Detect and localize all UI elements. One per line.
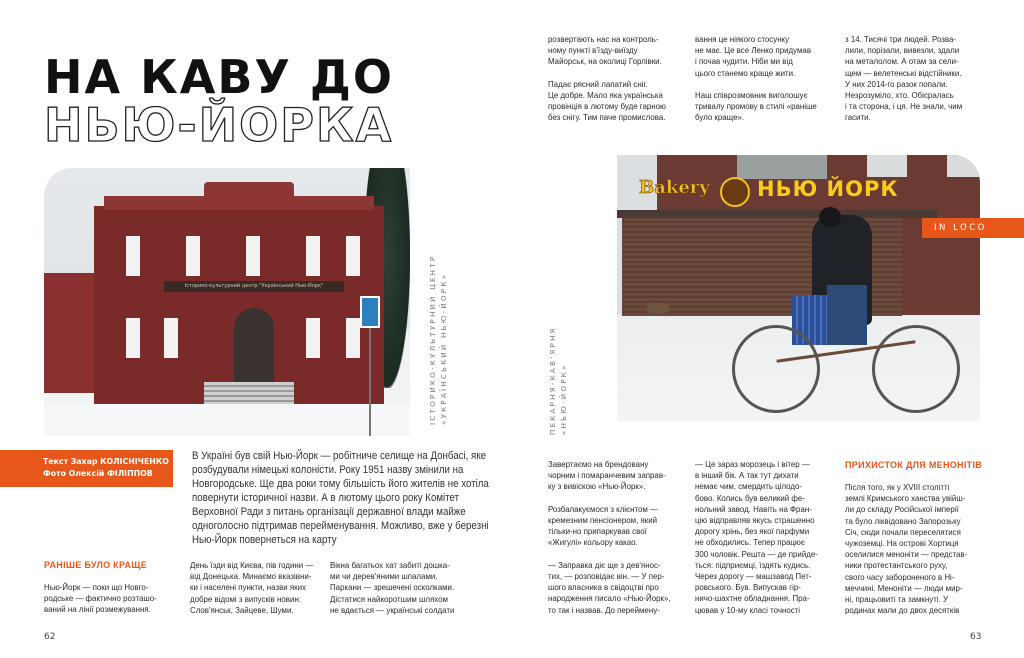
- bakery-name-sign: НЬЮ ЙОРК: [757, 177, 899, 201]
- bakery-logo-icon: [720, 177, 750, 207]
- byline-photo-author: Фото Олексій ФІЛІППОВ: [43, 469, 153, 478]
- bakery-sign: Bakery: [639, 177, 710, 198]
- photo-cultural-center: [44, 168, 410, 436]
- left-column-1: [44, 582, 157, 627]
- paragraph: розвертають нас на контроль- ному пункті в'їзду-виїзду Майорськ, на околиці Горлівки.: [548, 34, 662, 67]
- right-top-column-1: [548, 34, 666, 135]
- photo-bakery: [617, 155, 980, 421]
- paragraph: Розбалакуємося з клієнтом — кремезним пенсіонером, який тільки-но припаркував свої «Жигулі» кольору какао.: [548, 503, 658, 548]
- right-bottom-column-2: [695, 459, 818, 627]
- photo1-caption: ІСТОРИКО-КУЛЬТУРНИЙ ЦЕНТР «УКРАЇНСЬКИЙ НЬЮ-ЙОРК»: [429, 254, 448, 425]
- article-title-line2: НЬЮ-ЙОРКА: [44, 98, 394, 152]
- left-column-3: [330, 560, 454, 627]
- paragraph: — Це зараз морозець і вітер — в інший бік. А так тут дихати немає чим, смердить цілодо- бово. Колись був великий фе- нольний завод. Навіть на Фран- цію відправляв якусь страшенно дорогу хрінь, без якої парфуми не обходились. Тепер працює 300 чоловік. Решта — де прийде- ться: підприємці, їздять кудись. Через дорогу — машзавод Пет- ровського. Був. Випускав гір- ничо-шахтне обладнання. Пра- цював у 10-му класі точності: [695, 459, 818, 615]
- paragraph: Нью-Йорк — поки що Новго- родське — фактично розташо- ваний на лінії розмежування.: [44, 582, 157, 615]
- paragraph: Завертаємо на брендовану чорним і помаранчевим заправ- ку з вивіскою «Нью-Йорк».: [548, 459, 666, 492]
- byline-box: [0, 450, 173, 487]
- photo2-caption: ПЕКАРНЯ-КАВ'ЯРНЯ «НЬЮ-ЙОРК»: [549, 326, 568, 435]
- paragraph: з 14. Тисячі три людей. Розва- лили, порізали, вивезли, здали на металолом. А отам за сели- щем — велетенські відстійники. У них 2014-го разок попали. Незрозуміло, хто. Обісралась і та сторона, і ця. Не знали, чим гасити.: [845, 34, 963, 123]
- paragraph: Після того, як у XVIII столітті землі Кримського ханства увійш- ли до складу Російської імперії та було ліквідовано Запорозьку Січ, сюди почали переселятися чужоземці. На острові Хортиця оселилися меноніти — представ- ники протестантського руху, свого часу забороненого в Ні- меччині. Меноніти — люди мир- ні, працьовиті та замкнуті. У родинах мали до двох десятків: [845, 482, 968, 616]
- byline-text-author: Текст Захар КОЛІСНІЧЕНКО: [43, 457, 169, 466]
- paragraph: Вікна багатьох хат забиті дошка- ми чи дерев'яними шпалами. Паркани — зрешечені осколками. Дістатися найкоротшим шляхом не вдається — українські солдати: [330, 560, 455, 615]
- section-tag-in-loco: IN LOCO: [922, 218, 1024, 238]
- right-bottom-column-3: [845, 482, 967, 628]
- paragraph: Падає рясний лапатий сніг. Це добре. Мало яка українська провінція в лютому буде гарною без снігу. Тим паче промислова.: [548, 78, 666, 123]
- section-heading-left: РАНІШЕ БУЛО КРАЩЕ: [44, 560, 148, 570]
- right-bottom-column-1: [548, 459, 671, 627]
- building-sign: Історико-культурний центр "Український Нью-Йорк": [164, 281, 344, 292]
- right-top-column-3: [845, 34, 962, 135]
- paragraph: День їзди від Києва, пів години — від Донецька. Минаємо вказівни- ки і населені пункти, назви яких добре відомі з випусків новин: Слов'янськ, Зайцеве, Шуми.: [190, 560, 314, 615]
- paragraph: Наш співрозмовник виголошує тривалу промову в стилі «раніше було краще».: [695, 90, 817, 123]
- paragraph: — Заправка діє ще з дев'янос- тих, — розповідає він. — У пер- шого власника в свідоцтві про народження писало «Нью-Йорк», то так і назвав. До перейменy-: [548, 559, 671, 615]
- page-number-left: 62: [44, 632, 56, 642]
- page-number-right: 63: [970, 632, 982, 642]
- left-column-2: [190, 560, 313, 627]
- paragraph: вання це ніякого стосунку не має. Це все Ленко придумав і почав чудити. Ніби ми від цього станемо краще жити.: [695, 34, 812, 78]
- lead-paragraph: В Україні був свій Нью-Йорк — робітниче селище на Донбасі, яке розбудували німецькі колоністи. Року 1951 назву змінили на Новгородське. Ще два роки тому більшість його жителів не хотіла повернути історичної назви. А в лютому цього року Комітет Верховної Ради з питань організації державної влади майже одноголосно підтримав перейменування. Можливо, вже у березні Нью-Йорк повернеться на карту: [192, 450, 489, 546]
- section-heading-right: ПРИХИСТОК ДЛЯ МЕНОНІТІВ: [845, 460, 983, 470]
- right-top-column-2: [695, 34, 817, 135]
- article-title-line1: НА КАВУ ДО: [44, 50, 394, 104]
